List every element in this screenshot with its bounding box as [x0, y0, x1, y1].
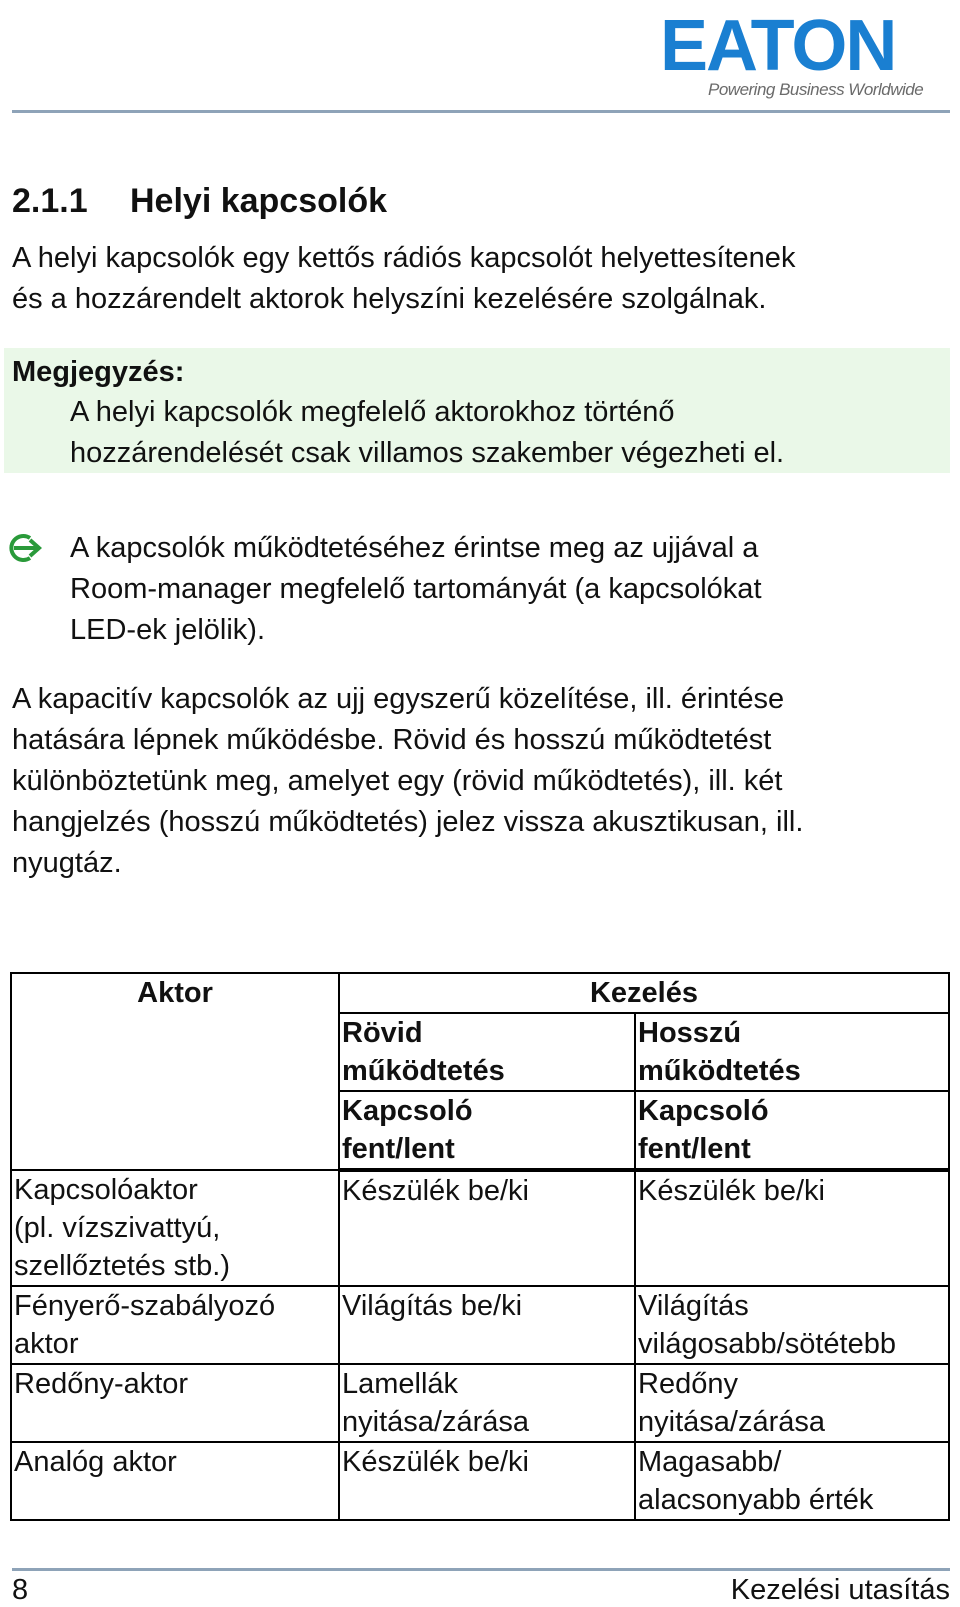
section-title: Helyi kapcsolók [130, 182, 388, 220]
table-cell-long [635, 1442, 949, 1520]
eaton-logo [660, 12, 950, 78]
paragraph-line: nyugtáz. [12, 847, 122, 879]
table-row [11, 1442, 949, 1520]
cell-line: alacsonyabb érték [638, 1484, 874, 1516]
arrow-right-circle-icon [8, 532, 42, 564]
instruction-text [70, 528, 762, 651]
header-switch-short [339, 1091, 635, 1170]
header-short [339, 1013, 635, 1091]
header-actor: Aktor [11, 973, 339, 1170]
table-cell-actor [11, 1364, 339, 1442]
intro-line: A helyi kapcsolók egy kettős rádiós kapcsolót helyettesítenek [12, 242, 796, 274]
footer-document-title: Kezelési utasítás [730, 1574, 950, 1606]
cell-line: aktor [14, 1328, 79, 1360]
header-long-line: Hosszú [638, 1017, 742, 1049]
cell-line: Világítás be/ki [342, 1290, 523, 1322]
section-number: 2.1.1 [12, 182, 88, 220]
logo-tagline: Powering Business Worldwide [708, 80, 924, 99]
cell-line: Magasabb/ [638, 1446, 782, 1478]
paragraph-line: A kapacitív kapcsolók az ujj egyszerű közelítése, ill. érintése [12, 683, 785, 715]
header-short-line: Rövid [342, 1017, 423, 1049]
note-line: hozzárendelését csak villamos szakember végezheti el. [70, 437, 785, 469]
table-cell-long [635, 1286, 949, 1364]
cell-line: Analóg aktor [14, 1446, 177, 1478]
note-body [70, 392, 784, 474]
cell-line: (pl. vízszivattyú, [14, 1212, 221, 1244]
footer-divider [12, 1568, 950, 1571]
table-cell-short [339, 1364, 635, 1442]
cell-line: nyitása/zárása [638, 1406, 825, 1438]
cell-line: Kapcsolóaktor [14, 1174, 198, 1206]
header-switch-line: fent/lent [342, 1133, 455, 1165]
intro-line: és a hozzárendelt aktorok helyszíni kezelésére szolgálnak. [12, 283, 767, 315]
instruction-line: Room-manager megfelelő tartományát (a kapcsolókat [70, 573, 762, 605]
header-long [635, 1013, 949, 1091]
cell-line: szellőztetés stb.) [14, 1250, 230, 1282]
cell-line: nyitása/zárása [342, 1406, 529, 1438]
cell-line: Fényerő-szabályozó [14, 1290, 276, 1322]
paragraph-line: hatására lépnek működésbe. Rövid és hosszú működtetést [12, 724, 772, 756]
note-title: Megjegyzés: [12, 356, 185, 388]
header-switch-line: Kapcsoló [342, 1095, 473, 1127]
cell-line: Készülék be/ki [638, 1175, 825, 1207]
table-cell-actor [11, 1286, 339, 1364]
table-cell-short [339, 1442, 635, 1520]
cell-line: Redőny-aktor [14, 1368, 189, 1400]
table-cell-long [635, 1364, 949, 1442]
note-box [4, 348, 950, 473]
table-cell-actor [11, 1170, 339, 1286]
intro-paragraph [12, 238, 795, 320]
cell-line: Készülék be/ki [342, 1175, 529, 1207]
paragraph-line: különböztetünk meg, amelyet egy (rövid működtetés), ill. két [12, 765, 783, 797]
table-row [11, 1170, 949, 1286]
instruction-line: LED-ek jelölik). [70, 614, 265, 646]
table-cell-short [339, 1170, 635, 1286]
table-row [11, 1364, 949, 1442]
section-heading [12, 182, 387, 221]
logo-wordmark: EATON [660, 12, 896, 78]
cell-line: Világítás [638, 1290, 749, 1322]
header-handling: Kezelés [339, 973, 949, 1013]
cell-line: Redőny [638, 1368, 738, 1400]
page-number: 8 [12, 1574, 29, 1606]
actor-table [10, 972, 950, 1521]
table-body [11, 1170, 949, 1520]
note-line: A helyi kapcsolók megfelelő aktorokhoz történő [70, 396, 675, 428]
capacitive-paragraph [12, 679, 803, 884]
cell-line: Készülék be/ki [342, 1446, 529, 1478]
header-switch-line: fent/lent [638, 1133, 751, 1165]
header-switch-long [635, 1091, 949, 1170]
table-row [11, 1286, 949, 1364]
header-switch-line: Kapcsoló [638, 1095, 769, 1127]
header-short-line: működtetés [342, 1055, 505, 1087]
paragraph-line: hangjelzés (hosszú működtetés) jelez vissza akusztikusan, ill. [12, 806, 804, 838]
header-long-line: működtetés [638, 1055, 801, 1087]
table-cell-short [339, 1286, 635, 1364]
table-cell-actor [11, 1442, 339, 1520]
instruction-line: A kapcsolók működtetéséhez érintse meg az ujjával a [70, 532, 759, 564]
cell-line: világosabb/sötétebb [638, 1328, 896, 1360]
table-cell-long [635, 1170, 949, 1286]
cell-line: Lamellák [342, 1368, 459, 1400]
header-divider [12, 110, 950, 113]
